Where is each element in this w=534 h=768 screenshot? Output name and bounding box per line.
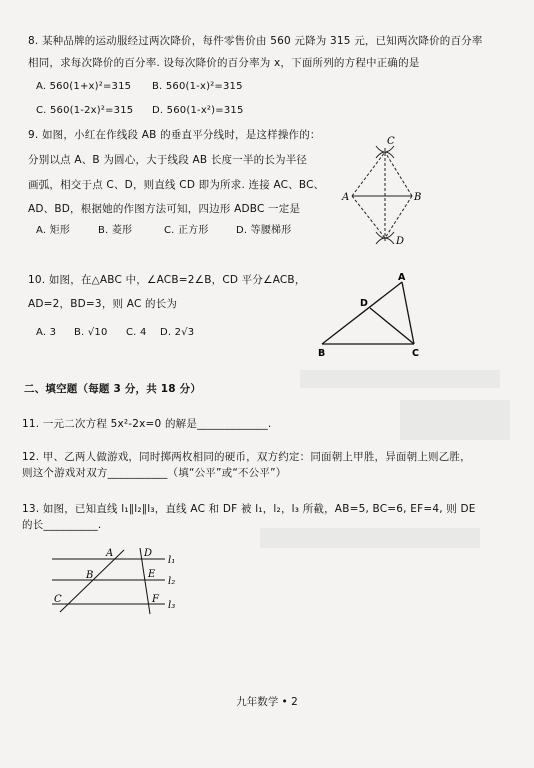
label-c: C bbox=[387, 136, 395, 147]
q9-option-a: A. 矩形 bbox=[36, 225, 71, 236]
label-a: A bbox=[342, 192, 350, 203]
q10-line1: 10. 如图，在△ABC 中，∠ACB=2∠B，CD 平分∠ACB， bbox=[28, 274, 306, 286]
label-a: A bbox=[398, 272, 406, 283]
page-footer: 九年数学 • 2 bbox=[236, 696, 298, 708]
scan-smudge bbox=[300, 370, 500, 388]
label-c: C bbox=[54, 594, 62, 605]
section-fill-in-title: 二、填空题（每题 3 分，共 18 分） bbox=[24, 383, 202, 395]
q10-option-c: C. 4 bbox=[126, 327, 147, 338]
segment-ad bbox=[352, 196, 385, 238]
segment-bc bbox=[385, 152, 412, 196]
q10-option-a: A. 3 bbox=[36, 327, 57, 338]
q8-option-a: A. 560(1+x)²=315 bbox=[36, 81, 132, 92]
q9-line1: 9. 如图，小红在作线段 AB 的垂直平分线时，是这样操作的： bbox=[28, 129, 321, 141]
q8-line2: 相同，求每次降价的百分率. 设每次降价的百分率为 x，下面所列的方程中正确的是 bbox=[28, 57, 420, 69]
label-e: E bbox=[148, 569, 156, 580]
q9-line3: 画弧，相交于点 C、D，则直线 CD 即为所求. 连接 AC、BC、 bbox=[28, 179, 325, 191]
q12-line2: 则这个游戏对双方___________（填“公平”或“不公平”） bbox=[22, 467, 287, 479]
q12-line1: 12. 甲、乙两人做游戏，同时掷两枚相同的硬币，双方约定：同面朝上甲胜，异面朝上则乙胜， bbox=[22, 451, 471, 463]
label-c: C bbox=[412, 348, 419, 359]
q8-option-c: C. 560(1-2x)²=315 bbox=[36, 105, 134, 116]
label-d: D bbox=[396, 236, 405, 247]
scan-smudge bbox=[400, 400, 510, 440]
q9-line4: AD、BD，根据她的作图方法可知，四边形 ADBC 一定是 bbox=[28, 203, 301, 215]
q9-option-b: B. 菱形 bbox=[98, 225, 133, 236]
q13-line1: 13. 如图，已知直线 l₁∥l₂∥l₃，直线 AC 和 DF 被 l₁，l₂，l₃ 所截，AB=5, BC=6, EF=4, 则 DE bbox=[22, 503, 476, 515]
segment-bd bbox=[385, 196, 412, 238]
segment-ac bbox=[352, 152, 385, 196]
q9-option-d: D. 等腰梯形 bbox=[236, 225, 292, 236]
q10-option-b: B. √10 bbox=[74, 327, 108, 338]
label-l1: l₁ bbox=[168, 555, 176, 566]
label-f: F bbox=[152, 594, 159, 605]
q8-option-d: D. 560(1-x²)=315 bbox=[152, 105, 244, 116]
label-l2: l₂ bbox=[168, 576, 176, 587]
q8-line1: 8. 某种品牌的运动服经过两次降价，每件零售价由 560 元降为 315 元，已知两次降价的百分率 bbox=[28, 35, 483, 47]
label-l3: l₃ bbox=[168, 600, 176, 611]
parallel-lines-diagram bbox=[40, 544, 190, 616]
q13-figure bbox=[40, 544, 190, 616]
label-b: B bbox=[86, 570, 94, 581]
segment-cd bbox=[370, 308, 414, 344]
scan-smudge bbox=[260, 528, 480, 548]
label-d: D bbox=[360, 298, 368, 309]
segment-ba bbox=[322, 282, 402, 344]
q8-option-b: B. 560(1-x)²=315 bbox=[152, 81, 243, 92]
label-b: B bbox=[318, 348, 326, 359]
q9-figure bbox=[340, 130, 440, 252]
rhombus-construction-diagram bbox=[340, 130, 440, 252]
q9-line2: 分别以点 A、B 为圆心，大于线段 AB 长度一半的长为半径 bbox=[28, 154, 308, 166]
q10-option-d: D. 2√3 bbox=[160, 327, 195, 338]
segment-ac bbox=[402, 282, 414, 344]
q9-option-c: C. 正方形 bbox=[164, 225, 209, 236]
label-b: B bbox=[414, 192, 422, 203]
q10-figure bbox=[314, 270, 424, 360]
label-d: D bbox=[144, 548, 153, 559]
q10-line2: AD=2，BD=3，则 AC 的长为 bbox=[28, 298, 178, 310]
triangle-abc-diagram bbox=[314, 270, 424, 360]
label-a: A bbox=[106, 548, 114, 559]
q13-line2: 的长__________. bbox=[22, 519, 102, 531]
q11-line1: 11. 一元二次方程 5x²-2x=0 的解是_____________. bbox=[22, 418, 272, 430]
